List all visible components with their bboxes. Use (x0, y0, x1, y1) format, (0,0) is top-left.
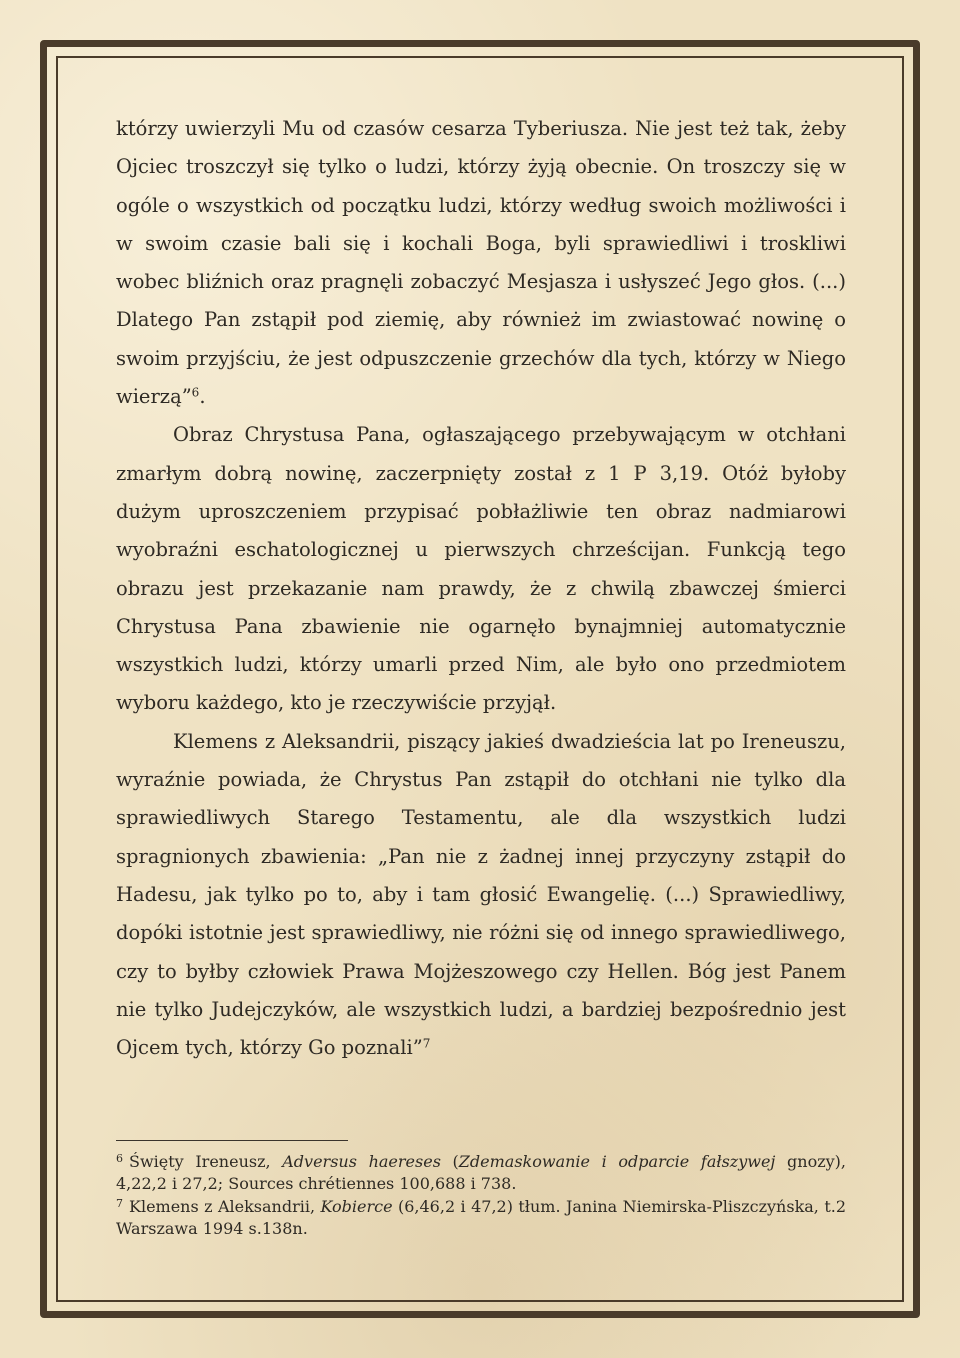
footnote-text: (6,46,2 i 47,2) tłum. Janina Niemirska-Pliszczyńska, t.2 Warszawa 1994 s.138n. (116, 1197, 847, 1238)
paragraph-1-text: którzy uwierzyli Mu od czasów cesarza Tyberiusza. Nie jest też tak, żeby Ojciec troszczył się tylko o ludzi, którzy żyją obecnie. On troszczy się w ogóle o wszystkich od początku ludzi, którzy według swoich możliwości i w swoim czasie bali się i kochali Boga, byli sprawiedliwi i troskliwi wobec bliźnich oraz pragnęli zobaczyć Mesjasza i usłyszeć Jego głos. (...) Dlatego Pan zstąpił pod ziemię, aby również im zwiastować nowinę o swoim przyjściu, że jest odpuszczenie grzechów dla tych, którzy w Niego wierzą” (116, 117, 846, 409)
footnote-text: Klemens z Aleksandrii, (129, 1197, 321, 1216)
paragraph-2-text: Obraz Chrystusa Pana, ogłaszającego przebywającym w otchłani zmarłym dobrą nowinę, zaczerpnięty został z 1 P 3,19. Otóż byłoby dużym uproszczeniem przypisać pobłażliwie ten obraz nadmiarowi wyobraźni eschatologicznej u pierwszych chrześcijan. Funkcją tego obrazu jest przekazanie nam prawdy, że z chwilą zbawczej śmierci Chrystusa Pana zbawienie nie ogarnęło bynajmniej automatycznie wszystkich ludzi, którzy umarli przed Nim, ale było ono przedmiotem wyboru każdego, kto je rzeczywiście przyjął. (116, 423, 846, 715)
main-text (116, 110, 846, 1067)
body-text (116, 110, 846, 1067)
work-title: Adversus haereses (282, 1152, 441, 1171)
footnote-number: 6 (116, 1152, 123, 1166)
footnote-text: gnozy), 4,22,2 i 27,2; Sources chrétiennes 100,688 i 738. (116, 1152, 846, 1193)
work-subtitle: Zdemaskowanie i odparcie fałszywej (458, 1152, 776, 1171)
footnote-ref-6[interactable]: 6 (191, 385, 200, 400)
footnotes (116, 1140, 846, 1241)
paragraph-1 (116, 110, 846, 416)
paragraph-1-end: . (199, 385, 206, 409)
footnote-number: 7 (116, 1197, 123, 1211)
footnote-ref-7[interactable]: 7 (422, 1036, 431, 1051)
work-title: Kobierce (320, 1197, 393, 1216)
footnote-6 (116, 1151, 846, 1194)
paragraph-2 (116, 416, 846, 722)
footnote-text: ( (440, 1152, 459, 1171)
footnote-text: Święty Ireneusz, (129, 1152, 283, 1171)
paragraph-3-text: Klemens z Aleksandrii, piszący jakieś dwadzieścia lat po Ireneuszu, wyraźnie powiada, że Chrystus Pan zstąpił do otchłani nie tylko dla sprawiedliwych Starego Testamentu, ale dla wszystkich ludzi spragnionych zbawienia: „Pan nie z żadnej innej przyczyny zstąpił do Hadesu, jak tylko po to, aby i tam głosić Ewangelię. (...) Sprawiedliwy, dopóki istotnie jest sprawiedliwy, nie różni się od innego sprawiedliwego, czy to byłby człowiek Prawa Mojżeszowego czy Hellen. Bóg jest Panem nie tylko Judejczyków, ale wszystkich ludzi, a bardziej bezpośrednio jest Ojcem tych, którzy Go poznali” (116, 729, 846, 1060)
footnote-separator (116, 1140, 348, 1141)
footnote-7 (116, 1196, 846, 1239)
paragraph-3 (116, 723, 846, 1068)
